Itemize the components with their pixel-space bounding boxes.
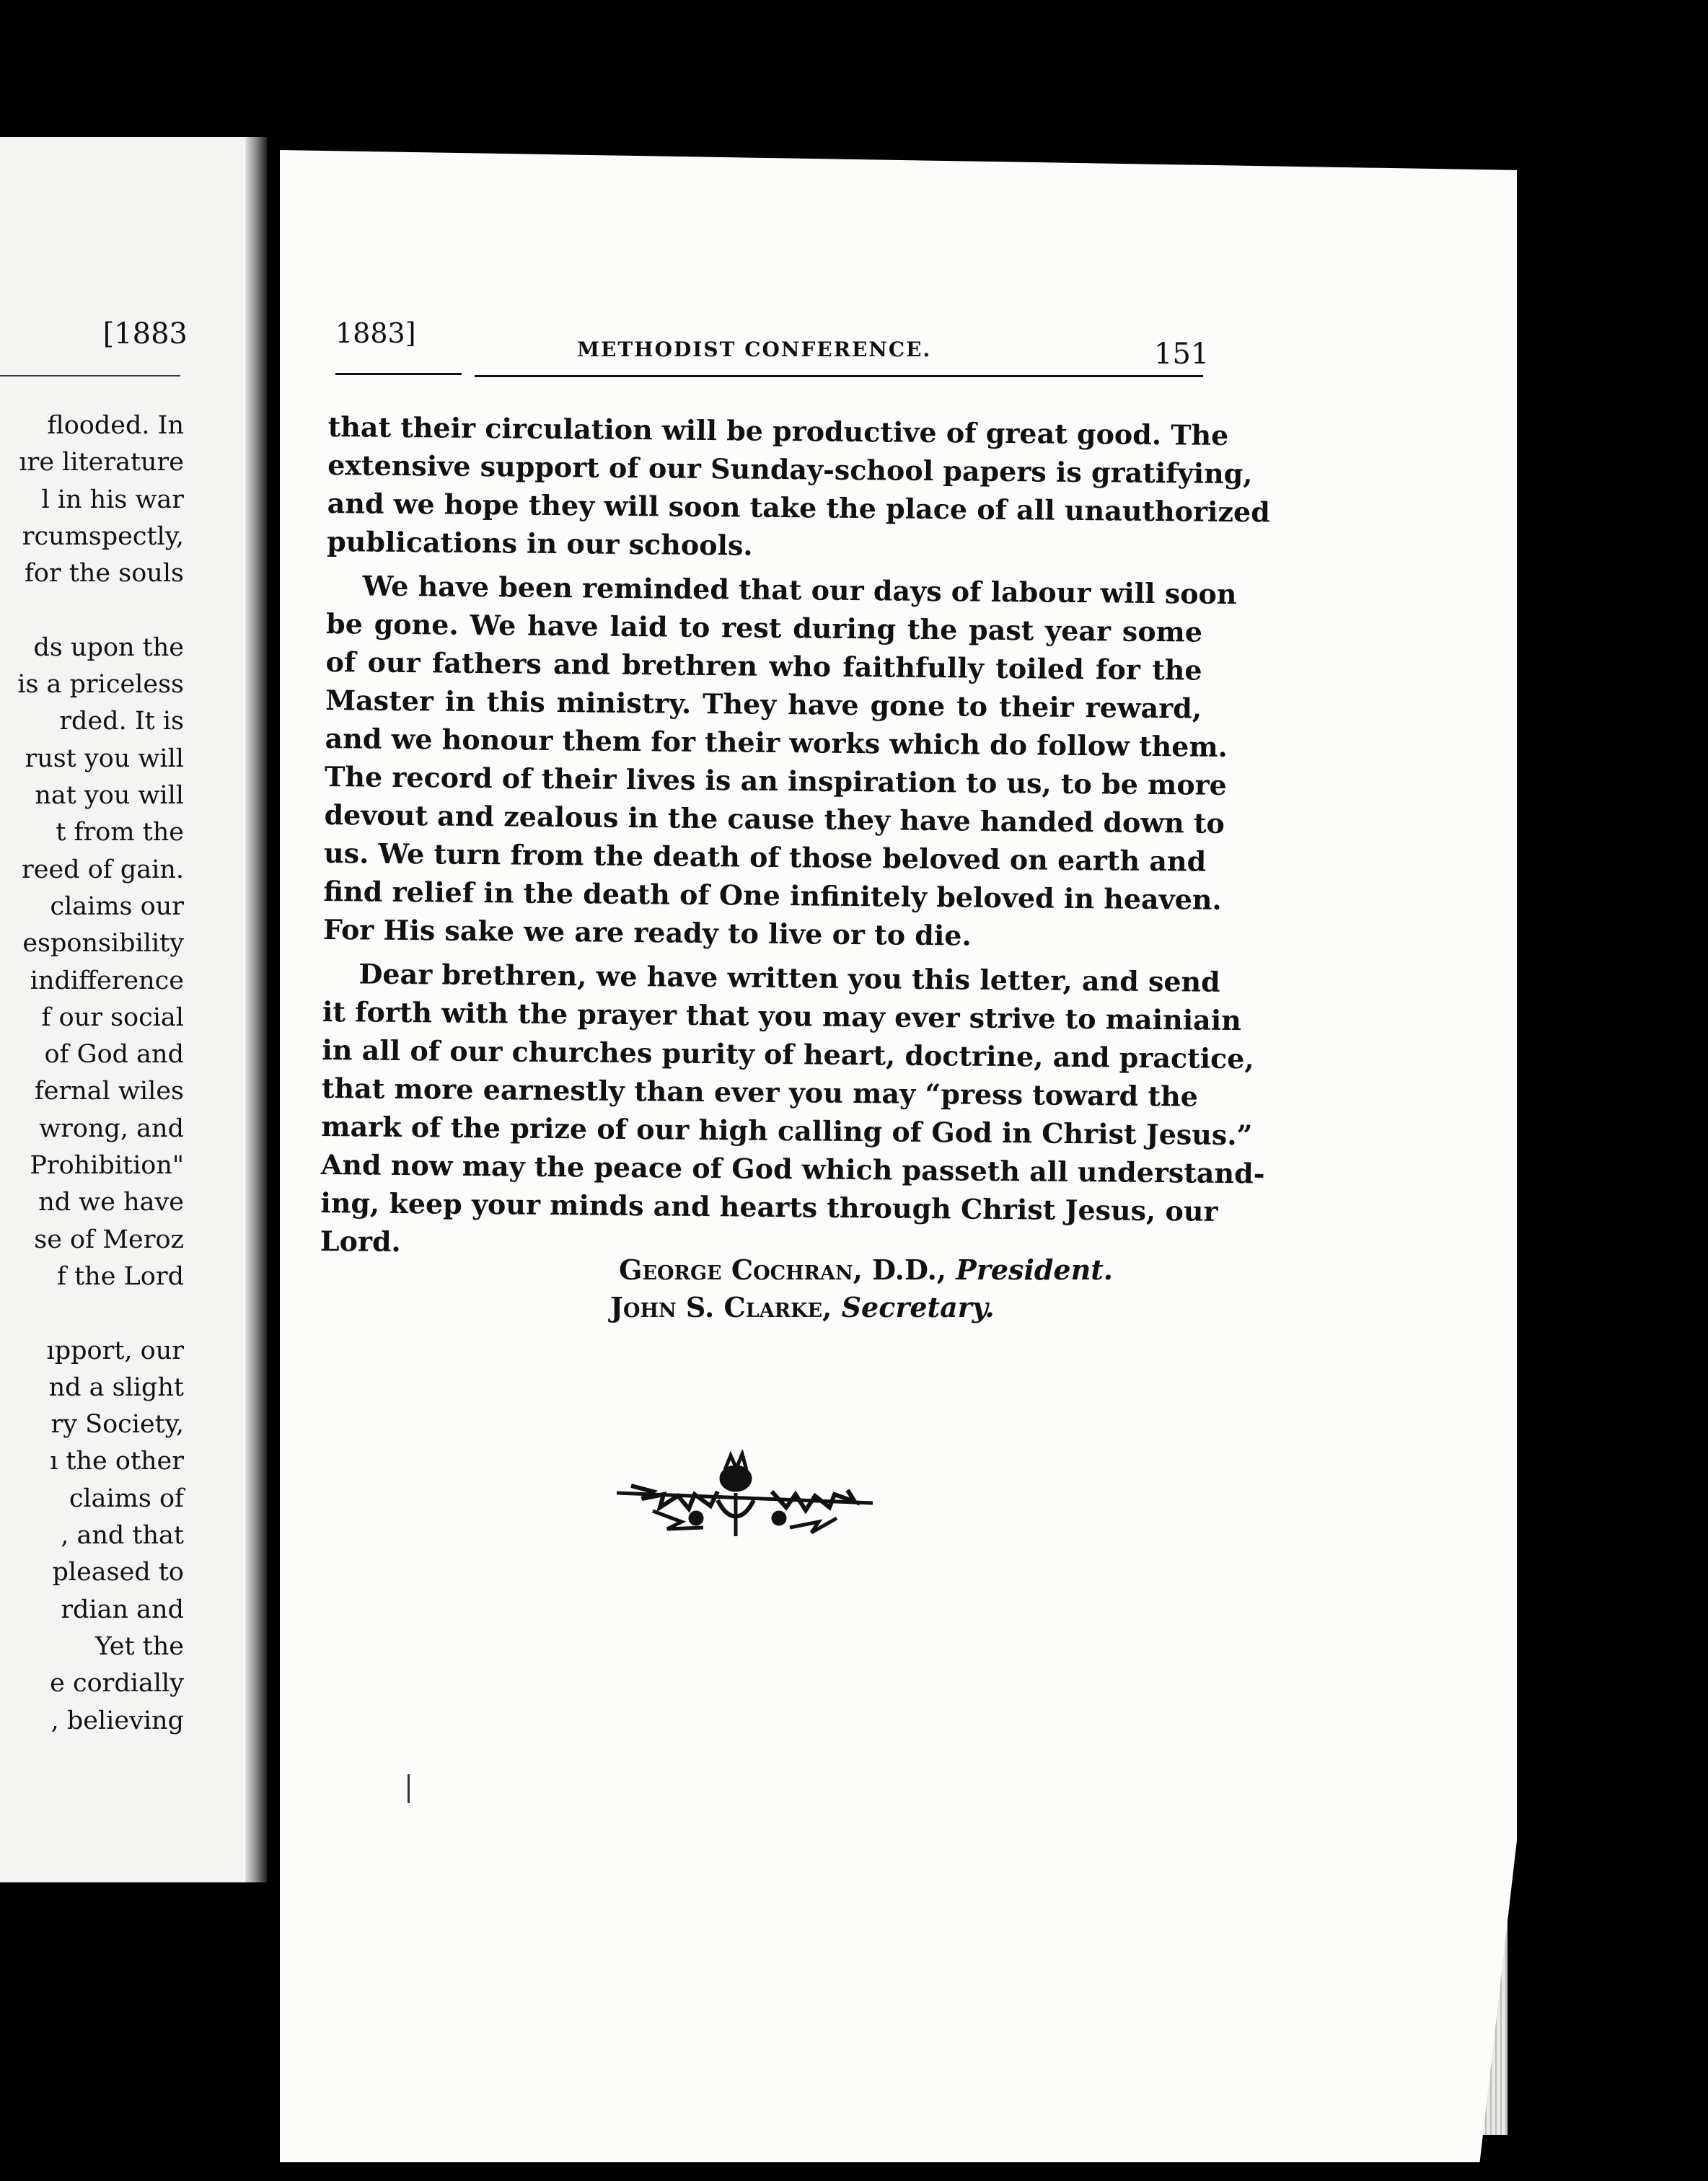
left-page-line: e cordially [50, 1669, 184, 1698]
paragraph [327, 407, 1270, 569]
left-page-line: esponsibility [22, 929, 184, 959]
left-page-line: se of Meroz [34, 1225, 184, 1254]
left-page-line: ds upon the [33, 633, 184, 662]
left-page-line: f the Lord [57, 1261, 184, 1291]
left-page-line: ry Society, [50, 1410, 184, 1440]
header-rule-left [335, 373, 462, 375]
left-page-line: rded. It is [59, 707, 184, 736]
text-line: that more earnestly than ever you may “press toward the [321, 1071, 1199, 1113]
left-page-line: rust you will [25, 744, 184, 773]
left-page-line: of God and [44, 1040, 184, 1070]
text-line: be gone. We have laid to rest during the past year some [325, 607, 1203, 648]
signature-name: George Cochran, D.D., [619, 1253, 947, 1286]
left-page-line: is a priceless [17, 670, 184, 700]
left-page-line: for the souls [24, 559, 184, 589]
paragraph [322, 566, 1237, 957]
paragraph [320, 954, 1265, 1269]
text-line: Master in this ministry. They have gone to their reward, [325, 683, 1202, 725]
left-page-line: Prohibition" [30, 1151, 184, 1180]
text-line: and we honour them for their works which do follow them. [325, 721, 1228, 763]
text-line: extensive support of our Sunday-school papers is gratifying, [327, 448, 1253, 490]
signature-block [610, 1251, 1114, 1326]
margin-mark [408, 1774, 410, 1803]
text-line: ing, keep your minds and hearts through Christ Jesus, our [320, 1186, 1218, 1228]
text-line: and we hope they will soon take the place of all unauthorized [327, 486, 1270, 529]
left-page-line: Yet the [94, 1631, 184, 1661]
text-line: find relief in the death of One infinitely beloved in heaven. [323, 874, 1222, 916]
left-page-line: , and that [61, 1521, 184, 1550]
left-page-line: ı the other [50, 1447, 184, 1476]
header-rule-right [475, 375, 1203, 377]
left-page-line: reed of gain. [22, 855, 184, 884]
thistle-ornament-icon [609, 1450, 880, 1543]
text-line: And now may the peace of God which passeth all understand- [320, 1147, 1265, 1190]
left-page-rule [0, 375, 180, 376]
signature-name: John S. Clarke, [610, 1291, 832, 1323]
left-page-line: ıpport, our [46, 1336, 184, 1365]
left-page-line: pleased to [52, 1558, 184, 1587]
text-line: publications in our schools. [327, 524, 753, 562]
running-header-year: 1883] [335, 317, 416, 349]
left-page-line: nd we have [38, 1188, 184, 1217]
left-page-header: [1883 [102, 317, 188, 351]
left-page-line: fernal wiles [34, 1077, 184, 1106]
left-page-line: l in his war [41, 485, 184, 514]
text-line: of our fathers and brethren who faithfully toiled for the [325, 645, 1202, 687]
text-line: it forth with the prayer that you may ever strive to mainiain [322, 995, 1242, 1037]
text-line: Lord. [320, 1224, 402, 1259]
left-page-line: claims of [69, 1484, 184, 1513]
left-page-line: f our social [41, 1003, 184, 1032]
left-page-line: wrong, and [39, 1114, 184, 1143]
left-page-line: nd a slight [48, 1373, 184, 1402]
left-page-line: nat you will [35, 781, 184, 810]
text-line: Dear brethren, we have written you this letter, and send [358, 957, 1220, 998]
text-line: in all of our churches purity of heart, doctrine, and practice, [322, 1033, 1254, 1075]
left-page-line: flooded. In [47, 411, 184, 440]
left-page-line: indifference [30, 966, 184, 995]
text-line: devout and zealous in the cause they have handed down to [324, 798, 1225, 840]
text-line: mark of the prize of our high calling of God in Christ Jesus.” [321, 1109, 1253, 1152]
left-page-line: rcumspectly, [22, 521, 184, 551]
body-text [320, 407, 1270, 1269]
signature-secretary [610, 1289, 1113, 1326]
text-line: The record of their lives is an inspiration to us, to be more [324, 759, 1228, 801]
left-page-line: rdian and [61, 1595, 184, 1624]
text-line: us. We turn from the death of those beloved on earth and [323, 836, 1207, 878]
text-line: We have been reminded that our days of labour will soon [362, 569, 1237, 611]
page-number: 151 [1154, 338, 1210, 371]
left-page-line: claims our [50, 891, 184, 921]
signature-title: Secretary. [841, 1291, 995, 1323]
left-page-line: , believing [50, 1706, 184, 1735]
signature-president [619, 1251, 1113, 1289]
left-page-line: ıre literature [19, 448, 184, 477]
left-page-line: t from the [56, 818, 184, 847]
running-header-title: METHODIST CONFERENCE. [577, 338, 932, 361]
signature-title: President. [956, 1253, 1114, 1286]
book-gutter [245, 137, 267, 1882]
text-line: that their circulation will be productive of great good. The [327, 410, 1229, 451]
text-line: For His sake we are ready to live or to die. [322, 912, 972, 952]
